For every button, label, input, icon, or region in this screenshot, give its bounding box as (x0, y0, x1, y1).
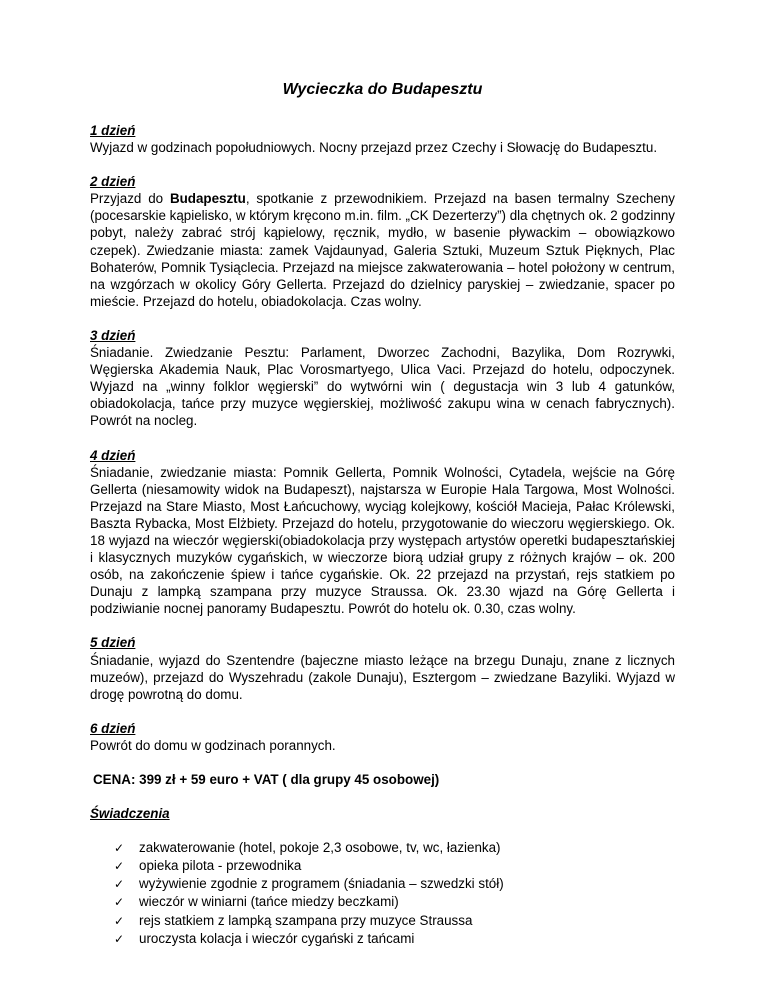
day-description: Śniadanie, zwiedzanie miasta: Pomnik Gellerta, Pomnik Wolności, Cytadela, wejście na Górę Gellerta (niesamowity widok na Budapeszt), najstarsza w Europie Hala Targowa, Most Wolności. Przejazd na Stare Miasto, Most Łańcuchowy, wyciąg kolejkowy, kościół Macieja, Pałac Królewski, Baszta Rybacka, Most Elżbiety. Przejazd do hotelu, przygotowanie do wieczoru węgierskiego. Ok. 18 wyjazd na wieczór węgierski(obiadokolacja przy występach artystów operetki budapesztańskiej i klasycznych muzyków cygańskich, w wieczorze biorą udział grupy z różnych krajów – ok. 200 osób, na zakończenie śpiew i tańce cygańskie. Ok. 22 przejazd na przystań, rejs statkiem po Dunaju z lampką szampana przy muzyce Straussa. Ok. 23.30 wjazd na Górę Gellerta i podziwianie nocnej panoramy Budapesztu. Powrót do hotelu ok. 0.30, czas wolny. (90, 464, 675, 617)
day-description-rest: , spotkanie z przewodnikiem. Przejazd na basen termalny Szecheny (pocesarskie kąpielisko, w którym kręcono m.in. film. „CK Dezerterzy”) dla chętnych ok. 2 godzinny pobyt, należy zabrać strój kąpielowy, ręcznik, mydło, w basenie pływackim – obowiązkowo czepek). Zwiedzanie miasta: zamek Vajdaunyad, Galeria Sztuki, Muzeum Sztuk Pięknych, Plac Bohaterów, Pomnik Tysiąclecia. Przejazd na miejsce zakwaterowania – hotel położony w centrum, na wzgórzach w okolicy Góry Gellerta. Przejazd do dzielnicy paryskiej – zwiedzanie, spacer po mieście. Przejazd do hotelu, obiadokolacja. Czas wolny. (90, 191, 675, 309)
benefits-item-label: wyżywienie zgodnie z programem (śniadania – szwedzki stół) (139, 876, 504, 892)
benefits-item (114, 839, 675, 857)
check-mark-icon: ✓ (114, 913, 125, 928)
check-mark-icon: ✓ (114, 841, 125, 856)
benefits-item (114, 930, 675, 948)
day-heading: 6 dzień (90, 720, 136, 736)
day-section-1 (90, 122, 675, 156)
day-description: Śniadanie. Zwiedzanie Pesztu: Parlament, Dworzec Zachodni, Bazylika, Dom Rozrywki, Węgierska Akademia Nauk, Plac Vorosmartyego, Ulica Vaci. Przejazd do hotelu, odpoczynek. Wyjazd na „winny folklor węgierski” do wytwórni win ( degustacja win 3 lub 4 gatunków, obiadokolacja, tańce przy muzyce węgierskiej, możliwość zakupu wina w cenach fabrycznych). Powrót na nocleg. (90, 345, 675, 429)
day-section-2 (90, 173, 675, 310)
day-heading: 1 dzień (90, 123, 136, 138)
day-description: Wyjazd w godzinach popołudniowych. Nocny przejazd przez Czechy i Słowację do Budapesztu. (90, 140, 658, 156)
check-mark-icon: ✓ (114, 877, 125, 892)
benefits-item (114, 912, 675, 930)
benefits-item (114, 893, 675, 911)
benefits-item-label: zakwaterowanie (hotel, pokoje 2,3 osobowe, tv, wc, łazienka) (139, 840, 501, 856)
price-line: CENA: 399 zł + 59 euro + VAT ( dla grupy 45 osobowej) (93, 772, 440, 787)
day-heading: 4 dzień (90, 447, 136, 463)
benefits-item (114, 857, 675, 875)
document-page (90, 80, 675, 948)
day-heading: 2 dzień (90, 174, 136, 190)
day-description-intro: Przyjazd do (90, 191, 170, 207)
benefits-item-label: wieczór w winiarni (tańce miedzy beczkami) (139, 894, 399, 910)
day-heading: 5 dzień (90, 635, 136, 651)
day-description: Powrót do domu w godzinach porannych. (90, 737, 336, 753)
check-mark-icon: ✓ (114, 895, 125, 910)
day-section-4 (90, 447, 675, 618)
day-section-5 (90, 634, 675, 702)
benefits-item-label: opieka pilota - przewodnika (139, 858, 302, 874)
benefits-heading: Świadczenia (90, 806, 170, 822)
benefits-list (90, 839, 675, 948)
day-section-3 (90, 327, 675, 430)
document-title: Wycieczka do Budapesztu (282, 81, 483, 98)
day-description (90, 190, 675, 310)
day-section-6 (90, 720, 675, 754)
check-mark-icon: ✓ (114, 859, 125, 874)
benefits-item-label: uroczysta kolacja i wieczór cygański z tańcami (139, 930, 415, 946)
check-mark-icon: ✓ (114, 931, 125, 946)
benefits-item (114, 875, 675, 893)
day-heading: 3 dzień (90, 327, 136, 343)
benefits-item-label: rejs statkiem z lampką szampana przy muzyce Straussa (139, 912, 473, 928)
day-description: Śniadanie, wyjazd do Szentendre (bajeczne miasto leżące na brzegu Dunaju, znane z licznych muzeów), przejazd do Wyszehradu (zakole Dunaju), Esztergom – zwiedzane Bazyliki. Wyjazd w drogę powrotną do domu. (90, 652, 675, 702)
city-name-bold: Budapesztu (169, 191, 246, 207)
